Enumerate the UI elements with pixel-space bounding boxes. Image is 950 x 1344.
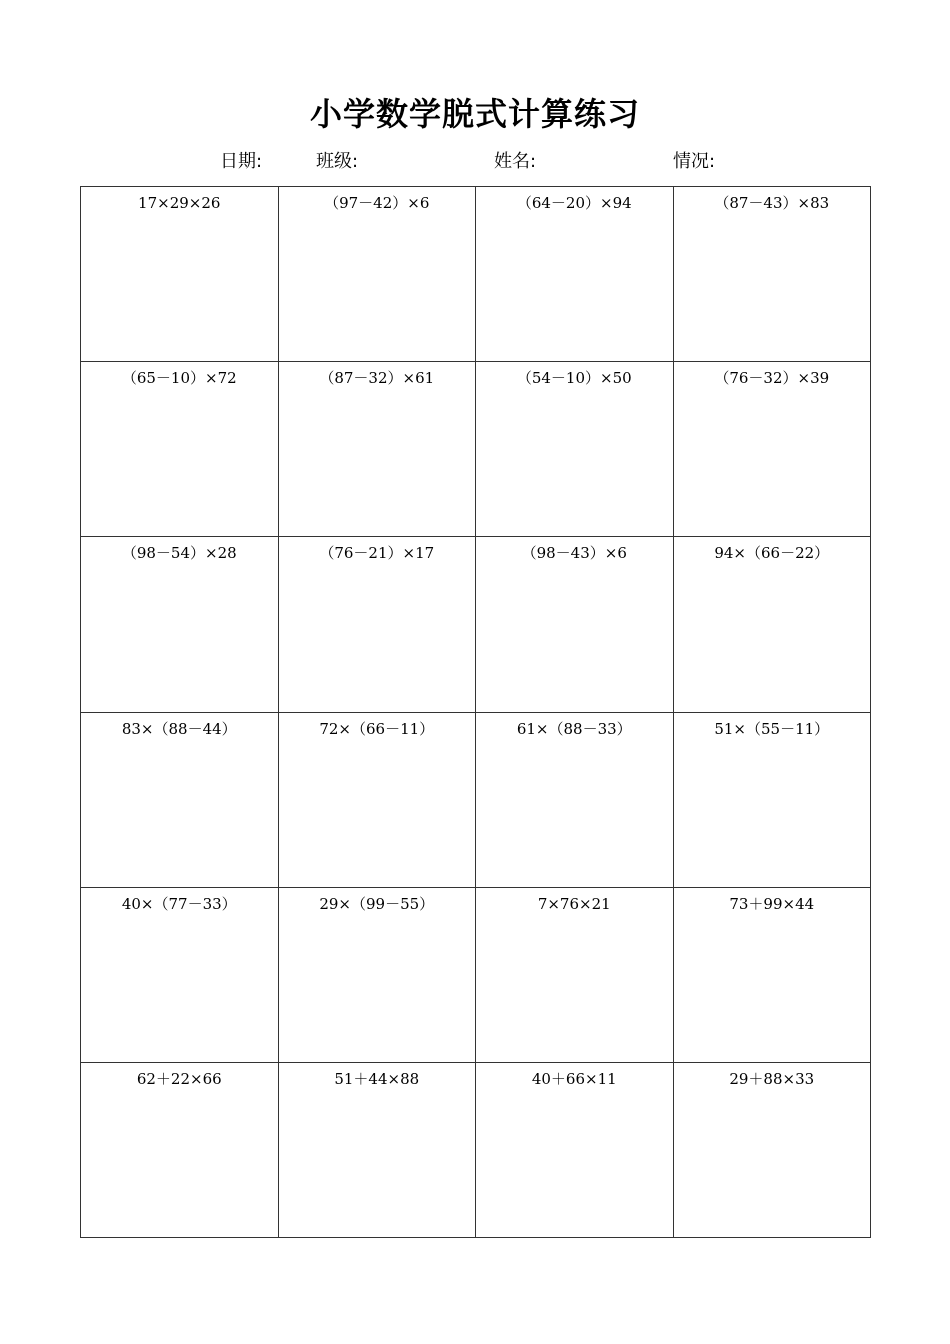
problem-cell[interactable] — [674, 888, 872, 1063]
problem-expression: （76－21）×17 — [319, 544, 435, 563]
worksheet-title: 小学数学脱式计算练习 — [309, 95, 640, 133]
problem-cell[interactable] — [81, 187, 279, 362]
problem-expression: （97－42）×6 — [324, 194, 430, 212]
problem-cell[interactable] — [674, 1063, 872, 1238]
problem-expression: 83×（88－44） — [121, 719, 237, 738]
problem-grid — [80, 186, 871, 1238]
problem-cell[interactable] — [476, 362, 674, 537]
problem-cell[interactable] — [279, 1063, 477, 1238]
problem-cell[interactable] — [476, 888, 674, 1063]
problem-expression: （65－10）×72 — [121, 369, 237, 388]
problem-cell[interactable] — [81, 537, 279, 712]
problem-expression: （64－20）×94 — [516, 194, 632, 212]
problem-expression: 62＋22×66 — [136, 1069, 222, 1088]
problem-expression: （98－43）×6 — [521, 544, 627, 563]
problem-cell[interactable] — [279, 713, 477, 888]
problem-cell[interactable] — [81, 888, 279, 1063]
problem-cell[interactable] — [476, 1063, 674, 1238]
problem-cell[interactable] — [81, 1063, 279, 1238]
problem-expression: 17×29×26 — [138, 194, 221, 212]
name-label: 姓名: — [494, 151, 537, 172]
date-label: 日期: — [220, 151, 263, 172]
problem-cell[interactable] — [279, 362, 477, 537]
problem-cell[interactable] — [674, 537, 872, 712]
problem-cell[interactable] — [476, 187, 674, 362]
problem-expression: 73＋99×44 — [729, 894, 815, 913]
problem-cell[interactable] — [674, 713, 872, 888]
problem-cell[interactable] — [279, 187, 477, 362]
problem-expression: （98－54）×28 — [121, 544, 237, 563]
problem-expression: 94×（66－22） — [714, 544, 830, 563]
status-label: 情况: — [673, 151, 716, 172]
problem-expression: 61×（88－33） — [516, 719, 632, 738]
problem-expression: （54－10）×50 — [516, 369, 632, 388]
problem-cell[interactable] — [476, 537, 674, 712]
problem-cell[interactable] — [279, 537, 477, 712]
problem-cell[interactable] — [81, 713, 279, 888]
class-label: 班级: — [316, 151, 359, 172]
problem-expression: 29×（99－55） — [319, 894, 435, 913]
problem-cell[interactable] — [279, 888, 477, 1063]
problem-cell[interactable] — [674, 362, 872, 537]
problem-expression: 40×（77－33） — [121, 894, 237, 913]
problem-expression: 7×76×21 — [537, 894, 611, 913]
problem-cell[interactable] — [81, 362, 279, 537]
problem-expression: 40＋66×11 — [531, 1069, 617, 1088]
problem-expression: 29＋88×33 — [729, 1069, 815, 1088]
problem-cell[interactable] — [476, 713, 674, 888]
problem-expression: （87－43）×83 — [714, 194, 830, 212]
problem-expression: （76－32）×39 — [714, 369, 830, 388]
problem-expression: 51×（55－11） — [714, 719, 830, 738]
problem-expression: （87－32）×61 — [319, 369, 435, 388]
problem-expression: 72×（66－11） — [319, 719, 435, 738]
problem-expression: 51＋44×88 — [334, 1069, 420, 1088]
problem-cell[interactable] — [674, 187, 872, 362]
